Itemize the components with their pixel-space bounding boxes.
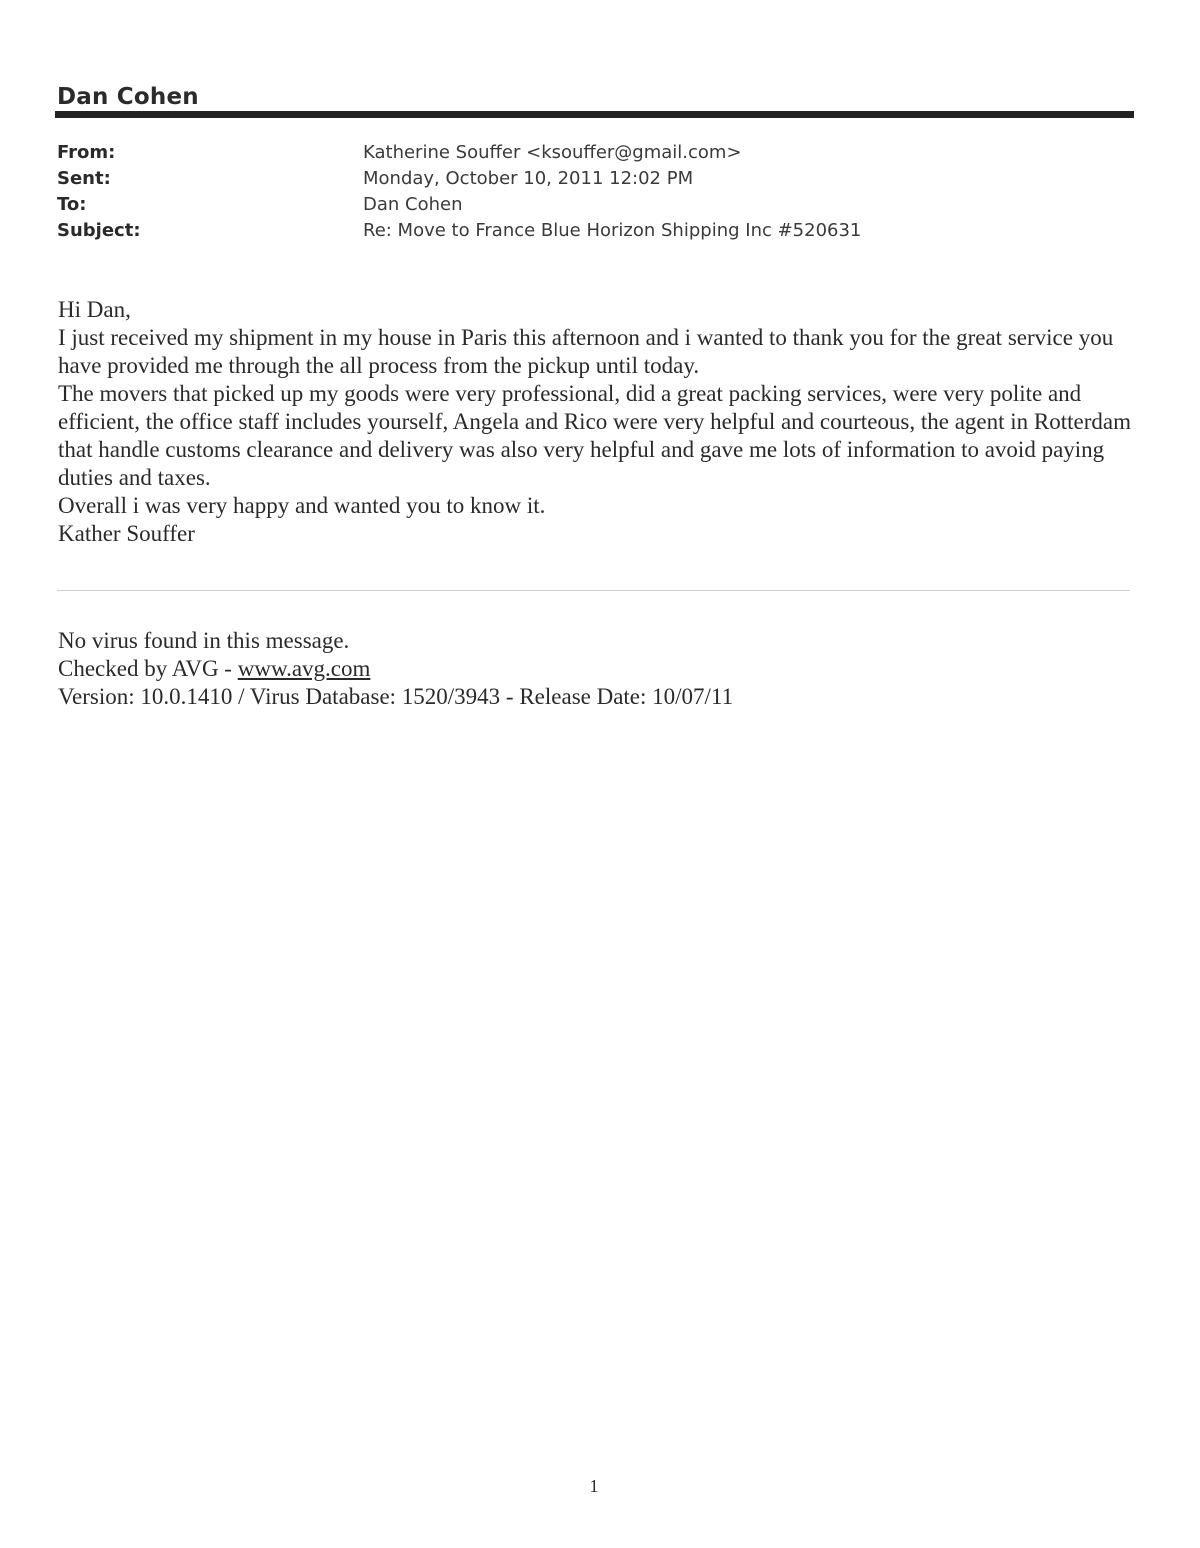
sent-row — [57, 168, 1137, 194]
subject-value: Re: Move to France Blue Horizon Shipping Inc #520631 — [363, 220, 862, 241]
version-line: Version: 10.0.1410 / Virus Database: 1520/3943 - Release Date: 10/07/11 — [58, 684, 734, 709]
email-header-fields — [57, 142, 1137, 246]
body-paragraph: I just received my shipment in my house in Paris this afternoon and i wanted to thank you for the great service you have provided me through the all process from the pickup until today. — [58, 325, 1114, 378]
avg-link[interactable]: www.avg.com — [237, 656, 371, 681]
sent-value: Monday, October 10, 2011 12:02 PM — [363, 168, 694, 189]
to-label: To: — [57, 194, 87, 215]
body-signature: Kather Souffer — [58, 521, 195, 546]
body-paragraph: Overall i was very happy and wanted you to know it. — [58, 493, 546, 518]
email-body — [58, 296, 1138, 548]
body-paragraph: The movers that picked up my goods were very professional, did a great packing services, were very polite and efficient, the office staff includes yourself, Angela and Rico were very helpful and courteous, the agent in Rotterdam that handle customs clearance and delivery was also very helpful and gave me lots of information to avoid paying duties and taxes. — [58, 381, 1131, 490]
checked-by-prefix: Checked by AVG - — [58, 656, 238, 681]
antivirus-footer — [58, 627, 1138, 711]
subject-row — [57, 220, 1137, 246]
page-number: 1 — [589, 1476, 599, 1496]
subject-label: Subject: — [57, 220, 141, 241]
to-row — [57, 194, 1137, 220]
to-value: Dan Cohen — [363, 194, 463, 215]
virus-status-line: No virus found in this message. — [58, 628, 350, 653]
sent-label: Sent: — [57, 168, 111, 189]
checked-by-line — [58, 655, 1138, 683]
body-greeting: Hi Dan, — [58, 297, 131, 322]
from-value: Katherine Souffer <ksouffer@gmail.com> — [363, 142, 742, 163]
from-label: From: — [57, 142, 116, 163]
footer-separator — [57, 590, 1130, 591]
from-row — [57, 142, 1137, 168]
mailbox-owner-name: Dan Cohen — [57, 84, 199, 110]
header-rule — [55, 111, 1134, 118]
